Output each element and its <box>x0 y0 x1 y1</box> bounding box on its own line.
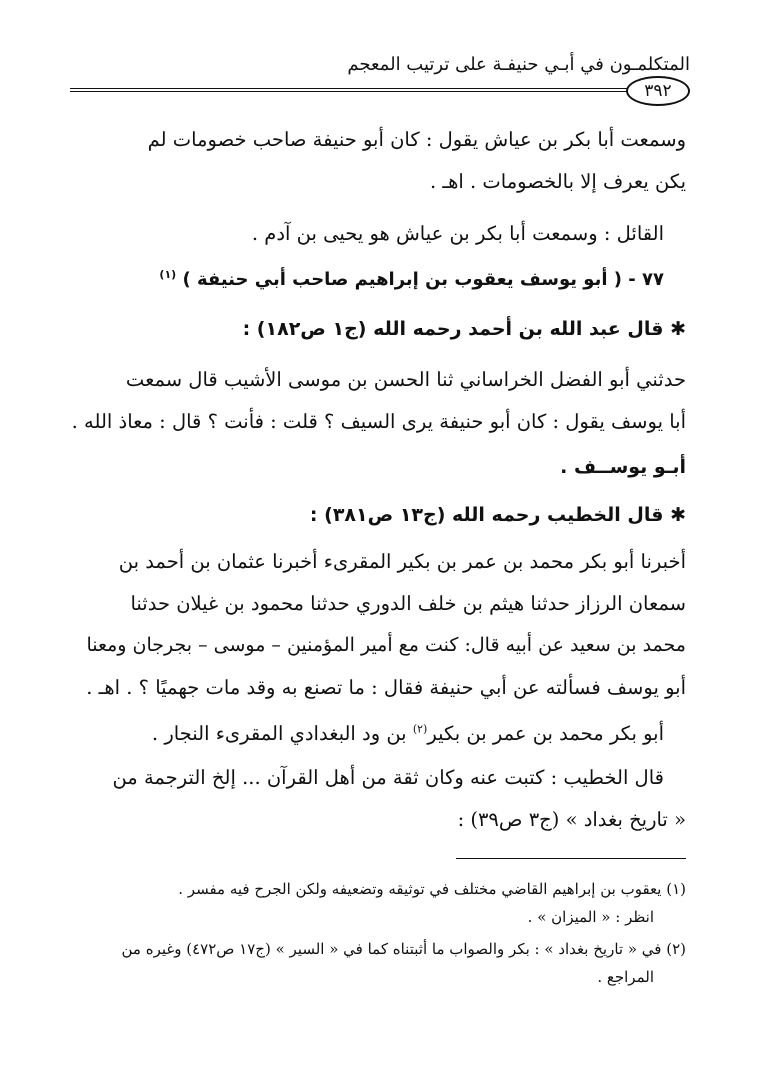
asterisk-star-icon: ✱ <box>670 504 686 526</box>
footnote-ref-1: (١) <box>159 268 177 281</box>
page-number: ٣٩٢ <box>626 76 690 106</box>
text-line-16: « تاريخ بغداد » (ج٣ ص٣٩) : <box>457 808 686 831</box>
footnote-rule <box>456 858 686 859</box>
text-line-7: أبا يوسف يقول : كان أبو حنيفة يرى السيف ؟ قلت : فأنت ؟ قال : معاذ الله . <box>71 410 686 433</box>
text-line-6: حدثني أبو الفضل الخراساني ثنا الحسن بن موسى الأشيب قال سمعت <box>125 368 686 391</box>
text-line-13: أبو يوسف فسألته عن أبي حنيفة فقال : ما تصنع به وقد مات جهميًا ؟ . اهـ . <box>86 676 686 699</box>
text-line-11: سمعان الرزاز حدثنا هيثم بن خلف الدوري حدثنا محمود بن غيلان حدثنا <box>130 592 686 615</box>
section-heading-2 <box>76 504 686 526</box>
text-line-10: أخبرنا أبو بكر محمد بن عمر بن بكير المقرىء أخبرنا عثمان بن أحمد بن <box>118 550 686 573</box>
footnote-1-line-2: انظر : « الميزان » . <box>527 908 654 926</box>
entry-heading-text: ٧٧ - ( أبو يوسف يعقوب بن إبراهيم صاحب أبي حنيفة ) <box>176 269 664 290</box>
footnote-2-line-2: المراجع . <box>597 968 654 986</box>
section-heading-1-text: قال عبد الله بن أحمد رحمه الله (ج١ ص١٨٢) : <box>242 318 664 340</box>
asterisk-star-icon: ✱ <box>670 318 686 340</box>
text-line-3: القائل : وسمعت أبا بكر بن عياش هو يحيى بن آدم . <box>251 222 664 245</box>
footnote-2-line-1: (٢) في « تاريخ بغداد » : بكر والصواب ما أثبتناه كما في « السير » (ج١٧ ص٤٧٢) وغيره من <box>121 940 686 958</box>
text-line-12: محمد بن سعيد عن أبيه قال: كنت مع أمير المؤمنين – موسى – بجرجان ومعنا <box>86 634 686 656</box>
entry-heading-77 <box>54 268 664 290</box>
text-line-14a: أبو بكر محمد بن عمر بن بكير <box>427 722 664 745</box>
text-line-2: يكن يعرف إلا بالخصومات . اهـ . <box>429 170 686 193</box>
page-header <box>70 46 690 102</box>
text-line-14 <box>54 722 664 745</box>
header-rule <box>70 88 628 92</box>
text-line-15: قال الخطيب : كتبت عنه وكان ثقة من أهل القرآن ... إلخ الترجمة من <box>112 766 664 789</box>
text-line-1: وسمعت أبا بكر بن عياش يقول : كان أبو حنيفة صاحب خصومات لم <box>147 128 686 151</box>
footnote-1-line-1: (١) يعقوب بن إبراهيم القاضي مختلف في توثيقه وتضعيفه ولكن الجرح فيه مفسر . <box>178 880 686 898</box>
section-heading-1 <box>76 318 686 340</box>
text-line-14b: بن ود البغدادي المقرىء النجار . <box>151 722 413 745</box>
section-heading-2-text: قال الخطيب رحمه الله (ج١٣ ص٣٨١) : <box>309 504 664 526</box>
running-title: المتكلمـون في أبـي حنيفـة على ترتيب المعجم <box>347 54 690 75</box>
footnote-ref-2: (٢) <box>412 722 428 736</box>
text-line-8: أبـو يوســف . <box>560 456 686 478</box>
